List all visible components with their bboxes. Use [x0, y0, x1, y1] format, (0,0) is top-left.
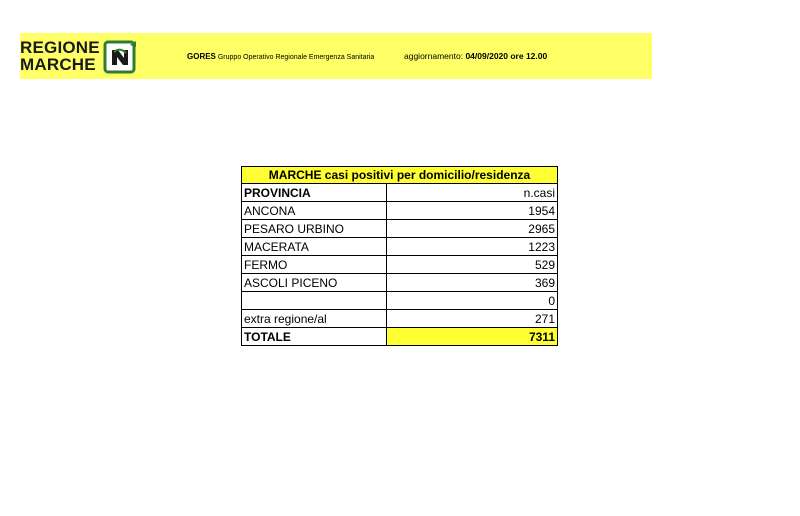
cases-cell: 271	[387, 310, 558, 328]
table-title: MARCHE casi positivi per domicilio/residenza	[242, 167, 558, 184]
org-full-name: Gruppo Operativo Regionale Emergenza Sanitaria	[217, 54, 375, 61]
org-description	[187, 52, 374, 62]
province-cell: ASCOLI PICENO	[242, 274, 387, 292]
org-short-name: GORES	[187, 52, 216, 61]
column-header-cases: n.casi	[387, 184, 558, 202]
province-cell	[242, 292, 387, 310]
logo-line-1: REGIONE	[20, 38, 100, 57]
table-row	[242, 238, 558, 256]
cases-cell: 1954	[387, 202, 558, 220]
total-label: TOTALE	[242, 328, 387, 346]
column-header-province: PROVINCIA	[242, 184, 387, 202]
regione-marche-emblem-icon	[103, 39, 138, 75]
update-info	[404, 51, 547, 61]
cases-cell: 1223	[387, 238, 558, 256]
update-label: aggiornamento:	[404, 51, 464, 61]
update-value: 04/09/2020 ore 12.00	[465, 51, 548, 61]
logo-line-2: MARCHE	[20, 55, 96, 74]
cases-cell: 529	[387, 256, 558, 274]
cases-cell: 369	[387, 274, 558, 292]
province-cell: FERMO	[242, 256, 387, 274]
cases-cell: 0	[387, 292, 558, 310]
province-cell: ANCONA	[242, 202, 387, 220]
province-cell: MACERATA	[242, 238, 387, 256]
header-banner	[20, 33, 652, 79]
table-row	[242, 310, 558, 328]
logo-text	[20, 39, 100, 73]
regione-marche-logo	[20, 37, 140, 77]
table-row	[242, 256, 558, 274]
total-value: 7311	[387, 328, 558, 346]
table-header-row	[242, 184, 558, 202]
province-cell: PESARO URBINO	[242, 220, 387, 238]
cases-cell: 2965	[387, 220, 558, 238]
cases-table	[241, 166, 558, 346]
table-total-row	[242, 328, 558, 346]
province-cell: extra regione/al	[242, 310, 387, 328]
table-row	[242, 274, 558, 292]
table-row	[242, 220, 558, 238]
table-row	[242, 202, 558, 220]
table-row	[242, 292, 558, 310]
table-title-row	[242, 167, 558, 184]
